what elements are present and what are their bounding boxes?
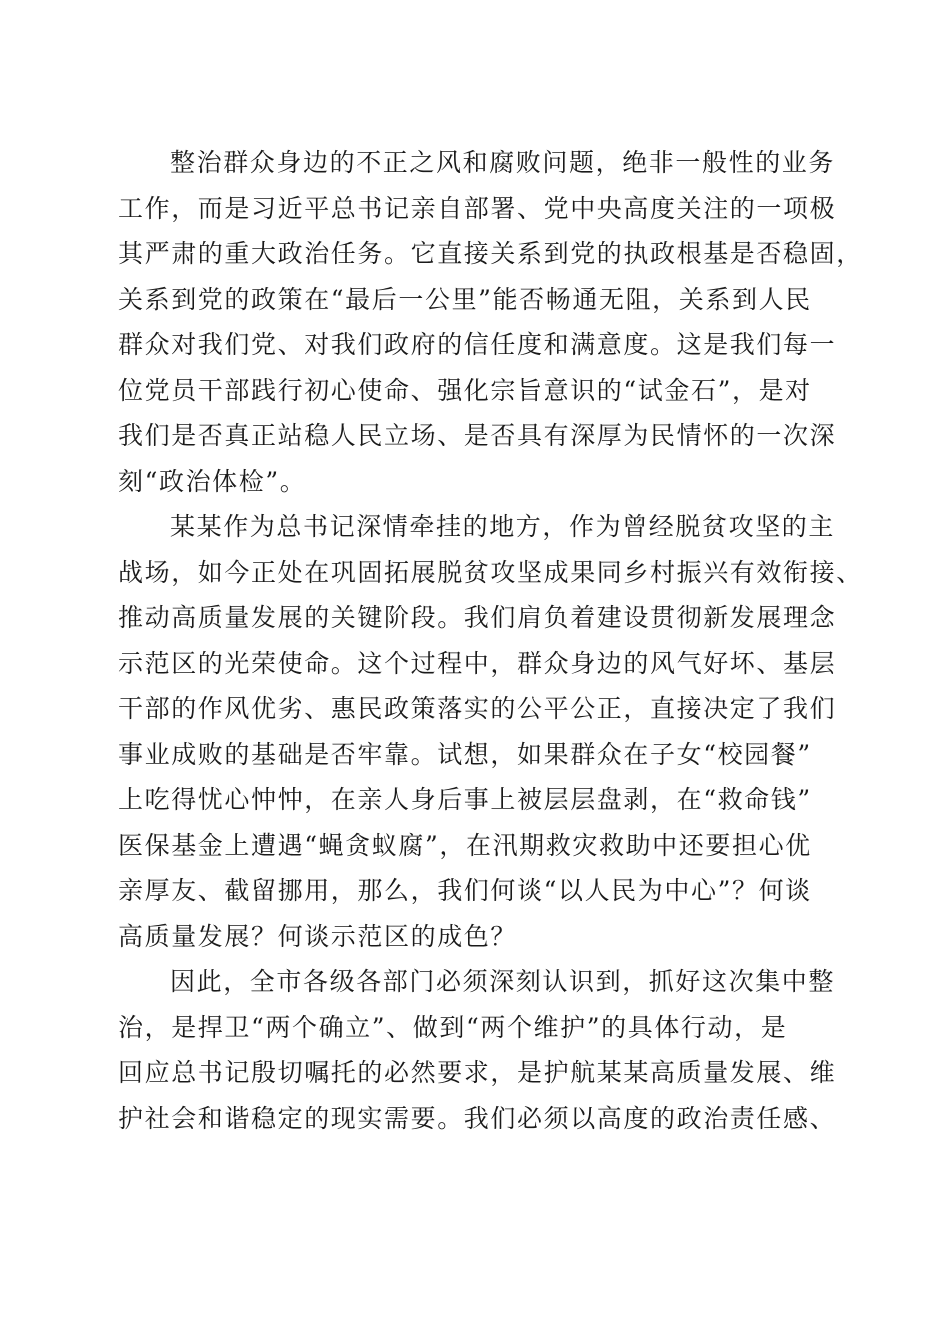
paragraph-line: 护社会和谐稳定的现实需要。我们必须以高度的政治责任感、: [118, 1103, 837, 1133]
paragraph-line: 治，是捍卫“两个确立”、做到“两个维护”的具体行动，是: [118, 1012, 788, 1042]
paragraph-1: [118, 140, 863, 504]
paragraph-2: [118, 504, 863, 959]
paragraph-line: 刻“政治体检”。: [118, 466, 307, 496]
paragraph-line: 干部的作风优劣、惠民政策落实的公平公正，直接决定了我们: [118, 694, 837, 723]
paragraph-line: 亲厚友、截留挪用，那么，我们何谈“以人民为中心”？何谈: [118, 876, 812, 905]
paragraph-line: 位党员干部践行初心使命、强化宗旨意识的“试金石”，是对: [118, 375, 812, 405]
paragraph-line: 事业成败的基础是否牢靠。试想，如果群众在子女“校园餐”: [118, 739, 812, 769]
paragraph-line: 医保基金上遭遇“蝇贪蚁腐”，在汛期救灾救助中还要担心优: [118, 830, 812, 860]
paragraph-line: 某某作为总书记深情牵挂的地方，作为曾经脱贫攻坚的主: [170, 512, 836, 541]
document-body: [118, 140, 863, 1141]
paragraph-line: 上吃得忧心忡忡，在亲人身后事上被层层盘剥，在“救命钱”: [118, 785, 812, 814]
paragraph-line: 高质量发展？何谈示范区的成色？: [118, 921, 518, 951]
paragraph-line: 群众对我们党、对我们政府的信任度和满意度。这是我们每一: [118, 330, 837, 359]
paragraph-line: 因此，全市各级各部门必须深刻认识到，抓好这次集中整: [170, 967, 836, 996]
paragraph-line: 我们是否真正站稳人民立场、是否具有深厚为民情怀的一次深: [118, 421, 837, 450]
paragraph-line: 其严肃的重大政治任务。它直接关系到党的执政根基是否稳固，: [118, 239, 863, 268]
paragraph-line: 回应总书记殷切嘱托的必然要求，是护航某某高质量发展、维: [118, 1058, 837, 1087]
paragraph-line: 推动高质量发展的关键阶段。我们肩负着建设贯彻新发展理念: [118, 603, 837, 632]
paragraph-line: 示范区的光荣使命。这个过程中，群众身边的风气好坏、基层: [118, 648, 837, 678]
paragraph-3: [118, 959, 838, 1141]
paragraph-line: 关系到党的政策在“最后一公里”能否畅通无阻，关系到人民: [118, 284, 812, 314]
paragraph-line: 工作，而是习近平总书记亲自部署、党中央高度关注的一项极: [118, 193, 837, 223]
paragraph-line: 整治群众身边的不正之风和腐败问题，绝非一般性的业务: [170, 148, 836, 177]
paragraph-line: 战场，如今正处在巩固拓展脱贫攻坚成果同乡村振兴有效衔接、: [118, 557, 863, 587]
